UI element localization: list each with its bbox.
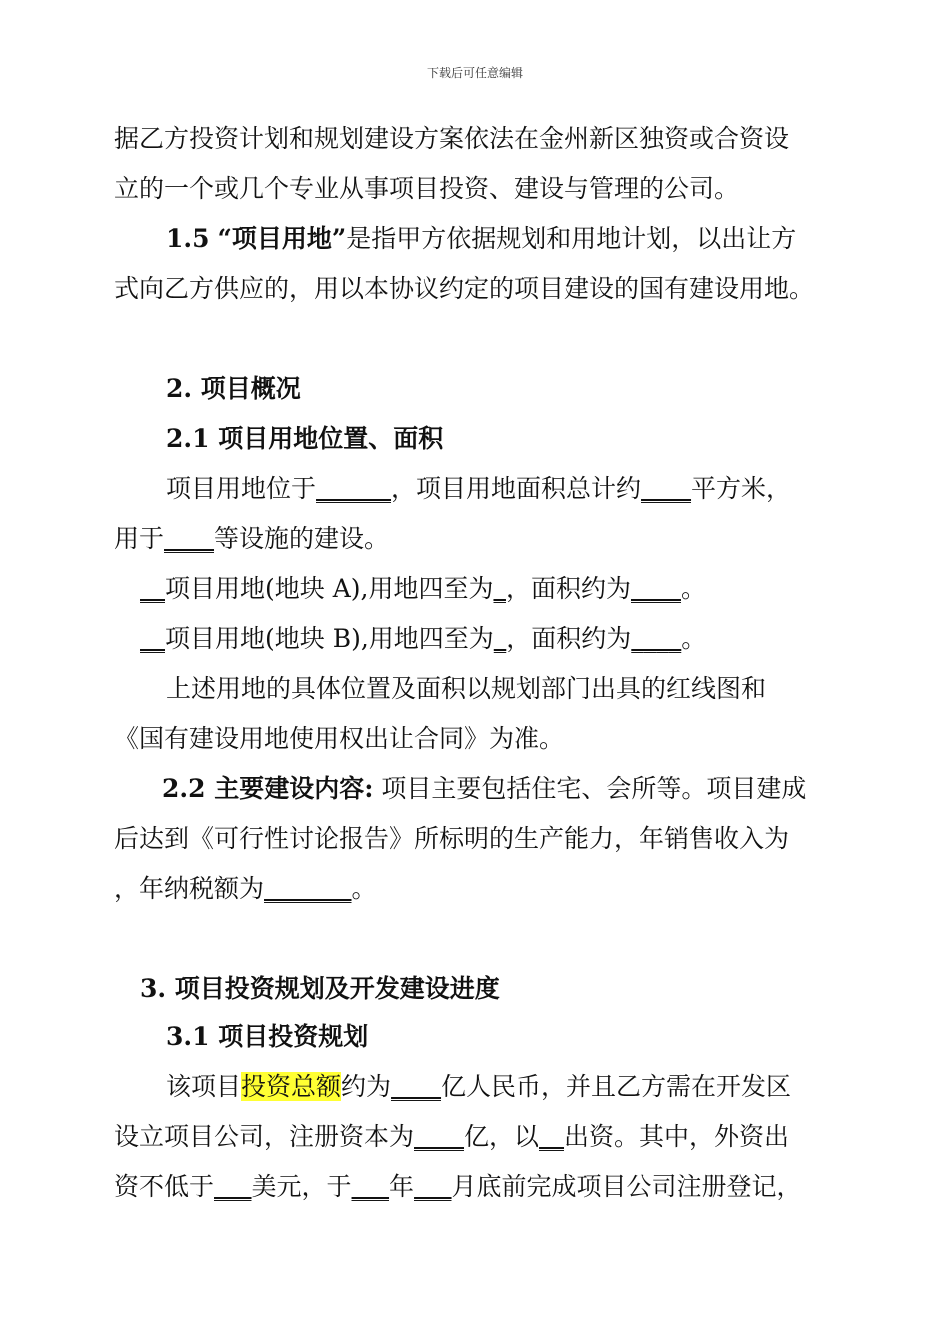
paragraph-line [114, 872, 377, 906]
clause-text: 是指甲方依据规划和用地计划，以出让方 [346, 224, 797, 253]
paragraph-line: 《国有建设用地使用权出让合同》为准。 [114, 724, 565, 753]
text: 亿，以 [464, 1122, 540, 1151]
paragraph-line: 立的一个或几个专业从事项目投资、建设与管理的公司。 [114, 174, 740, 203]
text: 项目用地(地块 A),用地四至为 [165, 574, 494, 603]
text: 平方米， [691, 474, 792, 503]
plot-a-line [140, 572, 706, 606]
blank-field: __ [539, 1122, 565, 1151]
text: 出资。其中，外资出 [564, 1122, 790, 1151]
text: ，面积约为 [505, 574, 631, 603]
text: 。 [681, 624, 707, 653]
paragraph-line [114, 1170, 802, 1204]
text: 项目用地位于 [166, 474, 317, 503]
text: ，面积约为 [506, 624, 632, 653]
blank-field: __ [140, 574, 165, 603]
text: 项目主要包括住宅、会所等。项目建成 [373, 774, 807, 803]
blank-field: ____ [414, 1122, 465, 1151]
text: 约为 [341, 1072, 392, 1101]
blank-field: ____ [630, 574, 681, 603]
text: 项目用地(地块 B),用地四至为 [165, 624, 494, 653]
plot-b-line [140, 622, 706, 656]
blank-field: ___ [214, 1172, 252, 1201]
text: 该项目 [166, 1072, 242, 1101]
text: 资不低于 [114, 1172, 215, 1201]
paragraph-line: 据乙方投资计划和规划建设方案依法在金州新区独资或合资设 [114, 124, 790, 153]
text: 等设施的建设。 [214, 524, 390, 553]
blank-field: ____ [641, 474, 692, 503]
clause-number: 1.5 [166, 224, 210, 253]
blank-field: ___ [414, 1172, 452, 1201]
paragraph-line [166, 472, 791, 506]
text: ，项目用地面积总计约 [391, 474, 642, 503]
clause-2-2-line [162, 772, 806, 806]
blank-field: ____ [164, 524, 215, 553]
paragraph-line: 式向乙方供应的，用以本协议约定的项目建设的国有建设用地。 [114, 274, 815, 303]
text: 亿人民币，并且乙方需在开发区 [441, 1072, 792, 1101]
text: 美元，于 [251, 1172, 352, 1201]
clause-1-5-line [166, 222, 796, 256]
section-heading-2-1: 2.1 项目用地位置、面积 [166, 424, 444, 453]
text: 用于 [114, 524, 165, 553]
defined-term: “项目用地” [217, 224, 347, 253]
paragraph-line: 后达到《可行性讨论报告》所标明的生产能力，年销售收入为 [114, 824, 790, 853]
text: 年 [389, 1172, 415, 1201]
clause-heading: 2.2 主要建设内容: [162, 774, 374, 803]
page-header-note: 下载后可任意编辑 [426, 66, 523, 80]
paragraph-line: 上述用地的具体位置及面积以规划部门出具的红线图和 [166, 674, 767, 703]
text: 。 [680, 574, 706, 603]
paragraph-line [114, 522, 389, 556]
paragraph-line [166, 1070, 791, 1104]
section-heading-2: 2. 项目概况 [166, 374, 301, 403]
blank-field: __ [140, 624, 165, 653]
blank-field: _ [493, 624, 507, 653]
blank-field: ____ [631, 624, 682, 653]
paragraph-line [114, 1120, 789, 1154]
blank-field: _______ [264, 874, 352, 903]
text: 月底前完成项目公司注册登记， [451, 1172, 802, 1201]
text: 。 [351, 874, 377, 903]
text: 设立项目公司，注册资本为 [114, 1122, 415, 1151]
highlighted-text: 投资总额 [241, 1072, 342, 1101]
blank-field: _ [493, 574, 506, 603]
section-heading-3-1: 3.1 项目投资规划 [166, 1022, 369, 1051]
blank-field: ____ [391, 1072, 442, 1101]
text: ，年纳税额为 [114, 874, 265, 903]
section-heading-3: 3. 项目投资规划及开发建设进度 [140, 974, 500, 1003]
blank-field: ______ [316, 474, 392, 503]
blank-field: ___ [351, 1172, 390, 1201]
